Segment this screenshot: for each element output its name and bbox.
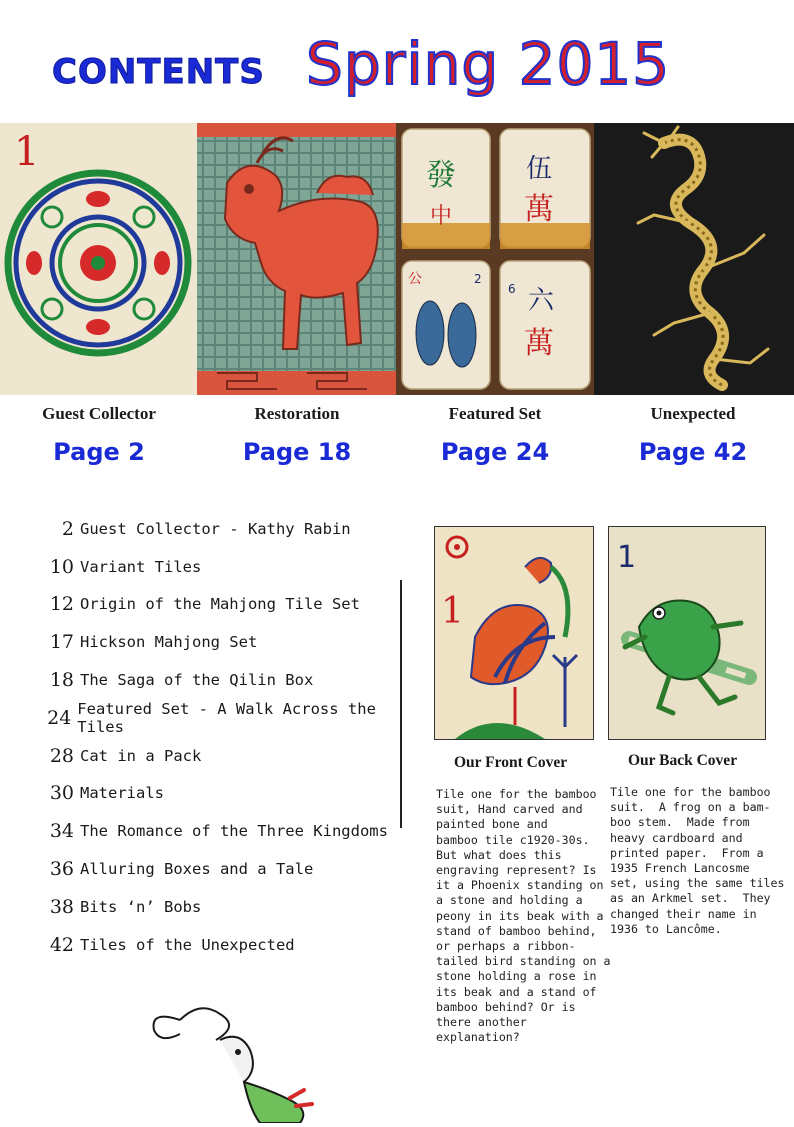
toc-entry[interactable]: [42, 623, 402, 661]
feature-page-guest-collector[interactable]: Page 2: [53, 438, 145, 466]
toc-page-number: 2: [61, 517, 74, 540]
toc-page-number: 10: [49, 555, 74, 578]
feature-banner: [0, 123, 794, 395]
toc-entry[interactable]: [42, 699, 402, 737]
feature-title-guest-collector: Guest Collector: [42, 404, 156, 423]
toc-page-number: 36: [49, 858, 74, 881]
toc-entry[interactable]: [42, 510, 402, 548]
feature-page-restoration[interactable]: Page 18: [242, 438, 352, 466]
featured-set-photo[interactable]: [396, 123, 594, 395]
issue-title: Spring 2015: [306, 30, 671, 98]
toc-entry[interactable]: [42, 812, 402, 850]
toc-page-number: 28: [49, 744, 74, 767]
unexpected-photo[interactable]: [594, 123, 794, 395]
front-cover-title: Our Front Cover: [454, 754, 568, 771]
toc-article-title: Bits ‘n’ Bobs: [80, 897, 202, 916]
toc-article-title: Materials: [80, 784, 164, 803]
front-tile-numeral: 1: [441, 591, 464, 632]
toc-entry[interactable]: [42, 926, 402, 964]
page-header: [0, 30, 794, 110]
feature-page-featured-set[interactable]: Page 24: [440, 438, 550, 466]
toc-entry[interactable]: [42, 775, 402, 813]
tile-glyph-six-num: 6: [508, 282, 516, 296]
toc-article-title: Tiles of the Unexpected: [80, 935, 295, 954]
toc-article-title: Variant Tiles: [80, 557, 202, 576]
toc-article-title: Alluring Boxes and a Tale: [80, 860, 314, 879]
toc-page-number: 30: [49, 782, 74, 805]
tile-glyph-gong: 公: [408, 271, 422, 287]
toc-entry[interactable]: [42, 888, 402, 926]
toc-article-title: Cat in a Pack: [80, 746, 202, 765]
toc-page-number: 18: [49, 669, 74, 692]
back-cover-title: Our Back Cover: [628, 752, 738, 769]
toc-entry[interactable]: [42, 661, 402, 699]
contents-heading: CONTENTS: [52, 52, 265, 92]
toc-article-title: Hickson Mahjong Set: [80, 633, 258, 652]
back-tile-numeral: 1: [617, 540, 637, 575]
toc-article-title: Origin of the Mahjong Tile Set: [80, 595, 360, 614]
feature-title-unexpected: Unexpected: [650, 404, 736, 423]
tile-glyph-wan-2: 萬: [524, 326, 554, 361]
toc-page-number: 24: [47, 706, 72, 729]
toc-page-number: 34: [49, 820, 74, 843]
toc-entry[interactable]: [42, 737, 402, 775]
toc-entry[interactable]: [42, 548, 402, 586]
tile-glyph-fa: 發: [426, 158, 456, 193]
toc-entry[interactable]: [42, 586, 402, 624]
front-cover-description: Tile one for the bamboo suit, Hand carved and painted bone and bamboo tile c1920-30s. But what does this engraving represent? Is it a Phoenix standing on a stone and holding a peony in its beak with a stand of bamboo behind, or perhaps a ribbon- tailed bird standing on a stone holding a rose in its beak and a stand of bamboo behind? Or is there another explanation?: [436, 787, 611, 1045]
guest-collector-photo[interactable]: [0, 123, 197, 395]
toc-article-title: The Romance of the Three Kingdoms: [80, 822, 388, 841]
toc-article-title: Guest Collector - Kathy Rabin: [80, 519, 351, 538]
toc-page-number: 17: [49, 631, 74, 654]
toc-article-title: Featured Set - A Walk Across the Tiles: [77, 699, 376, 736]
toc-article-title: The Saga of the Qilin Box: [80, 671, 314, 690]
toc-page-number: 38: [49, 895, 74, 918]
restoration-photo[interactable]: [197, 123, 396, 395]
tile-glyph-six: 六: [528, 286, 555, 316]
tile-numeral: 1: [14, 129, 40, 175]
column-divider: [400, 580, 402, 828]
tile-glyph-zhong: 中: [430, 204, 453, 229]
toc-page-number: 12: [49, 593, 74, 616]
front-cover-tile-photo: [434, 526, 594, 740]
tile-glyph-five: 伍: [526, 154, 553, 184]
table-of-contents: [42, 510, 402, 964]
feature-title-featured-set: Featured Set: [448, 404, 542, 423]
dragon-illustration: [140, 1000, 340, 1123]
feature-title-restoration: Restoration: [254, 404, 340, 423]
back-cover-description: Tile one for the bamboo suit. A frog on a bam- boo stem. Made from heavy cardboard and printed paper. From a 1935 French Lancosme set, using the same tiles as an Arkmel set. They changed their name in 1936 to Lancôme.: [610, 785, 785, 936]
tile-glyph-two: 2: [474, 272, 482, 286]
toc-entry[interactable]: [42, 850, 402, 888]
feature-page-unexpected[interactable]: Page 42: [638, 438, 748, 466]
toc-page-number: 42: [49, 933, 74, 956]
tile-glyph-wan: 萬: [524, 192, 554, 227]
back-cover-tile-photo: [608, 526, 766, 740]
